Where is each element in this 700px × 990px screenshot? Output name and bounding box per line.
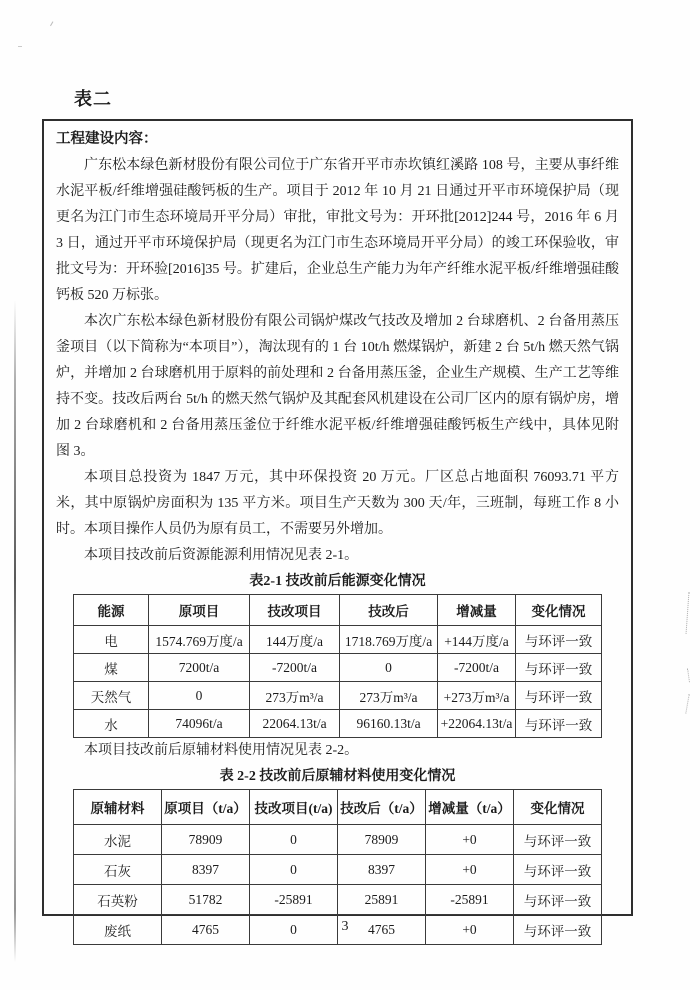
paragraph-project-description: 本次广东松本绿色新材股份有限公司锅炉煤改气技改及增加 2 台球磨机、2 台备用蒸压釜项目（以下简称为“本项目”），淘汰现有的 1 台 10t/h 燃煤锅炉，新建 2 台 5t/h 燃天然气锅炉，并增加 2 台球磨机用于原料的前处理和 2 台备用蒸压釜，企业生产规模、生产工艺等维持不变。技改后两台 5t/h 的燃天然气锅炉及其配套风机建设在公司厂区内的原有锅炉房，增加 2 台球磨机和 2 台备用蒸压釜位于纤维水泥平板/纤维增强硅酸钙板生产线中，具体见附图 3。: [56, 314, 619, 459]
paragraph-company-overview: 广东松本绿色新材股份有限公司位于广东省开平市赤坎镇红溪路 108 号，主要从事纤维水泥平板/纤维增强硅酸钙板的生产。项目于 2012 年 10 月 21 日通过开平市环境保护局（现更名为江门市生态环境局开平分局）审批，审批文号为：开环批[2012]244 号，2016 年 6 月 3 日，通过开平市环境保护局（现更名为江门市生态环境局开平分局）的竣工环保验收，审批文号为：开环验[2016]35 号。扩建后，企业总生产能力为年产纤维水泥平板/纤维增强硅酸钙板 520 万标张。: [56, 158, 619, 303]
table-cell: 1574.769万度/a: [149, 626, 250, 654]
table-cell: 与环评一致: [516, 626, 602, 654]
table-cell: 与环评一致: [514, 825, 602, 855]
table-cell: 78909: [338, 825, 426, 855]
table-cell: 96160.13t/a: [340, 710, 438, 738]
table-cell: +144万度/a: [438, 626, 516, 654]
table-cell: 8397: [338, 855, 426, 885]
table-cell: 74096t/a: [149, 710, 250, 738]
table-header-cell: 原项目: [149, 595, 250, 626]
table-cell: 电: [74, 626, 149, 654]
table1-title: 表2-1 技改前后能源变化情况: [249, 574, 426, 589]
table-cell: 8397: [162, 855, 250, 885]
scan-artifact: [686, 592, 694, 634]
table-row: [74, 855, 602, 885]
table-cell: 与环评一致: [516, 682, 602, 710]
table-header-cell: 技改项目: [250, 595, 340, 626]
table-cell: 273万m³/a: [250, 682, 340, 710]
scan-artifact: [687, 668, 694, 683]
table-cell: 25891: [338, 885, 426, 915]
table-header-cell: 原辅材料: [74, 790, 162, 825]
table-cell: 78909: [162, 825, 250, 855]
table-cell: 0: [340, 654, 438, 682]
table-cell: 水泥: [74, 825, 162, 855]
table2-title: 表 2-2 技改前后原辅材料使用变化情况: [219, 769, 456, 784]
table-header-cell: 技改后（t/a）: [338, 790, 426, 825]
energy-change-table: [73, 594, 602, 738]
table-cell: 51782: [162, 885, 250, 915]
paragraph-investment-info: 本项目总投资为 1847 万元，其中环保投资 20 万元。厂区总占地面积 76093.71 平方米，其中原锅炉房面积为 135 平方米。项目生产天数为 300 天/年，三班制，每班工作 8 小时。本项目操作人员仍为原有员工，不需要另外增加。: [56, 470, 619, 537]
table-cell: +0: [426, 825, 514, 855]
table-cell: +0: [426, 915, 514, 945]
table-cell: 0: [250, 915, 338, 945]
table-cell: 与环评一致: [514, 885, 602, 915]
table-cell: -7200t/a: [438, 654, 516, 682]
scan-artifact: [685, 694, 693, 715]
table-row: [74, 682, 602, 710]
table-cell: 4765: [338, 915, 426, 945]
table-cell: 22064.13t/a: [250, 710, 340, 738]
table-header-row: [74, 790, 602, 825]
table-row: [74, 710, 602, 738]
table-header-cell: 技改后: [340, 595, 438, 626]
table-header-cell: 增减量: [438, 595, 516, 626]
table-cell: 0: [250, 855, 338, 885]
table-cell: +22064.13t/a: [438, 710, 516, 738]
table-header-cell: 增减量（t/a）: [426, 790, 514, 825]
table-cell: +0: [426, 855, 514, 885]
table-cell: -7200t/a: [250, 654, 340, 682]
table-cell: 与环评一致: [516, 710, 602, 738]
paragraph-table2-ref: 本项目技改前后原辅材料使用情况见表 2-2。: [84, 743, 359, 758]
table-row: [74, 825, 602, 855]
table-row: [74, 885, 602, 915]
table-cell: 废纸: [74, 915, 162, 945]
paragraph-table1-ref: 本项目技改前后资源能源利用情况见表 2-1。: [84, 548, 359, 563]
scan-edge-line: [14, 300, 16, 962]
page-title: 表二: [74, 89, 112, 109]
table-cell: 天然气: [74, 682, 149, 710]
table-row: [74, 654, 602, 682]
table-cell: 0: [250, 825, 338, 855]
table-cell: -25891: [426, 885, 514, 915]
table-cell: 7200t/a: [149, 654, 250, 682]
table-cell: 石英粉: [74, 885, 162, 915]
table-cell: 水: [74, 710, 149, 738]
table-cell: 1718.769万度/a: [340, 626, 438, 654]
table-header-cell: 变化情况: [514, 790, 602, 825]
table-header-cell: 原项目（t/a）: [162, 790, 250, 825]
table-cell: 4765: [162, 915, 250, 945]
table-cell: 与环评一致: [514, 915, 602, 945]
table-cell: 273万m³/a: [340, 682, 438, 710]
scan-speck: [50, 21, 56, 27]
table-cell: 煤: [74, 654, 149, 682]
table-cell: 与环评一致: [516, 654, 602, 682]
table-row: [74, 626, 602, 654]
content-frame: [42, 119, 633, 939]
table-header-row: [74, 595, 602, 626]
table-cell: 石灰: [74, 855, 162, 885]
page-number: 3: [341, 919, 349, 934]
table-header-cell: 能源: [74, 595, 149, 626]
table-cell: 144万度/a: [250, 626, 340, 654]
table-cell: 0: [149, 682, 250, 710]
table-cell: +273万m³/a: [438, 682, 516, 710]
table-cell: -25891: [250, 885, 338, 915]
table-header-cell: 变化情况: [516, 595, 602, 626]
scan-speck: [18, 46, 22, 49]
table-header-cell: 技改项目(t/a): [250, 790, 338, 825]
section-title: 工程建设内容：: [56, 131, 158, 147]
table-cell: 与环评一致: [514, 855, 602, 885]
